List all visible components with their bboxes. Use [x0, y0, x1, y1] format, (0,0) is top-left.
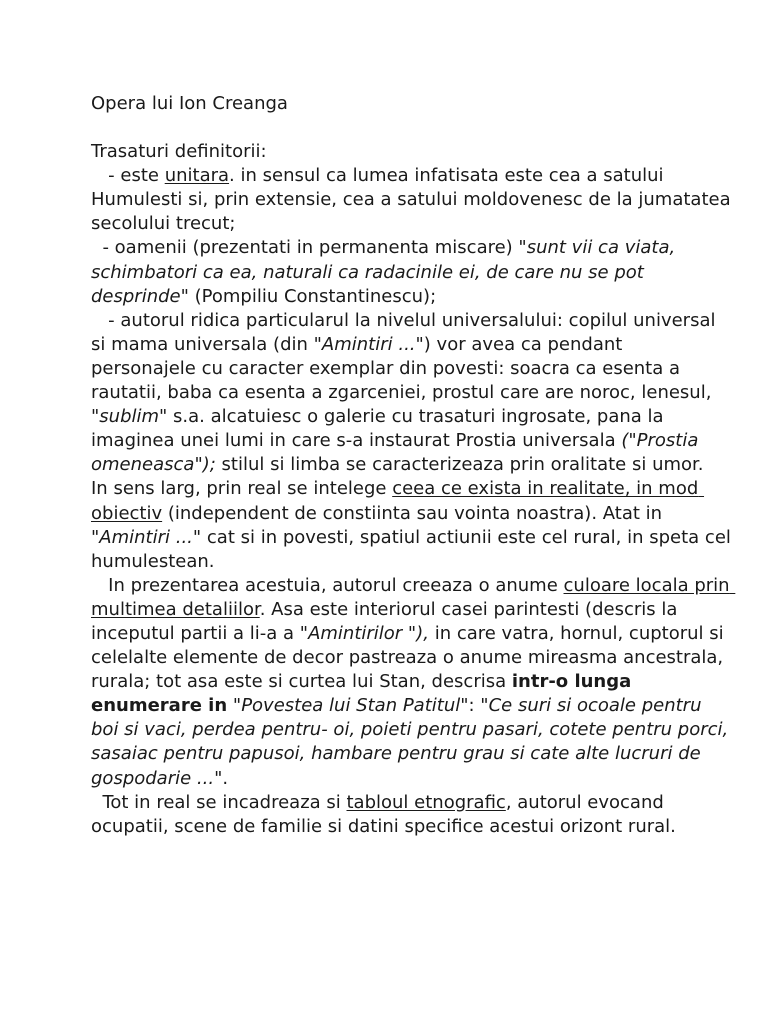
italic-quote: Ce suri si ocoale pentru boi si vaci, perdea pentru- oi, poieti pentru pasari, cotete pentru porci, sasaiac pentru papusoi, hambare pentru grau si cate alte lucruri de gospodarie ... — [91, 695, 734, 789]
text-run: in care vatra, hornul, cuptorul si celelalte elemente de decor pastreaza o anume mireasma ancestrala, rurala; tot asa este si curtea lui Stan, descrisa — [91, 622, 730, 693]
text-run: stilul si limba se caracterizeaza prin oralitate si umor. — [215, 454, 704, 476]
section-heading: Trasaturi definitorii: — [91, 141, 267, 163]
text-run: " (Pompiliu Constantinescu); — [180, 285, 437, 307]
paragraph-2 — [91, 236, 731, 308]
text-run: " s.a. alcatuiesc o galerie cu trasaturi ingrosate, pana la imaginea unei lumi in care s-a instaurat Prostia universala — [91, 406, 670, 452]
text-run: . in sensul ca lumea infatisata este cea a satului Humulesti si, prin extensie, cea a satului moldovenesc de la jumatatea secolului trecut; — [91, 165, 737, 235]
paragraph-1 — [91, 164, 737, 236]
text-run: . Asa este interiorul casei parintesti (descris la inceputul partii a li-a a " — [91, 598, 684, 644]
text-run: " — [227, 695, 242, 717]
italic-title: Amintirilor "), — [308, 622, 429, 644]
italic-word: sublim — [99, 406, 160, 428]
paragraph-6 — [91, 791, 731, 839]
text-run: ". — [214, 767, 229, 789]
italic-title: Amintiri ... — [99, 526, 193, 548]
document-page — [91, 92, 737, 839]
text-run: In prezentarea acestuia, autorul creeaza o anume — [91, 574, 564, 596]
text-run: ": " — [460, 695, 489, 717]
text-run: ") vor avea ca pendant personajele cu caracter exemplar din povesti: soacra ca esenta a rautatii, baba ca esenta a zgarceniei, prostul care are noroc, lenesul, " — [91, 333, 718, 428]
underlined-text: tabloul etnografic — [346, 791, 506, 813]
text-run: In sens larg, prin real se intelege — [91, 478, 393, 500]
underlined-text: ceea ce exista in realitate, in mod obiectiv — [91, 478, 705, 524]
paragraph-4 — [91, 477, 737, 573]
text-run: - autorul ridica particularul la nivelul universalului: copilul universal si mama universala (din " — [91, 309, 722, 355]
paragraph-5 — [91, 574, 736, 791]
text-run: " cat si in povesti, spatiul actiunii este cel rural, in speta cel humulestean. — [91, 526, 737, 572]
text-run: Tot in real se incadreaza si — [91, 791, 347, 813]
text-run: , autorul evocand ocupatii, scene de familie si datini specifice acestui orizont rural. — [91, 791, 676, 837]
italic-title: Amintiri ... — [321, 333, 416, 355]
paragraph-3 — [91, 309, 731, 478]
text-run: (independent de constiinta sau vointa noastra). Atat in " — [91, 502, 668, 548]
italic-quote: sunt vii ca viata, schimbatori ca ea, naturali ca radacinile ei, de care nu se pot desprinde — [91, 237, 681, 307]
underlined-text: unitara — [164, 165, 230, 187]
text-run: - este — [91, 165, 165, 187]
italic-title: Povestea lui Stan Patitul — [241, 695, 461, 717]
document-title: Opera lui Ion Creanga — [91, 93, 288, 114]
italic-title: ("Prostia omeneasca"); — [91, 430, 705, 476]
text-run: - oamenii (prezentati in permanenta miscare) " — [91, 237, 527, 259]
bold-text: intr-o lunga enumerare in — [91, 671, 638, 717]
underlined-text: culoare locala prin multimea detaliilor — [91, 574, 736, 620]
